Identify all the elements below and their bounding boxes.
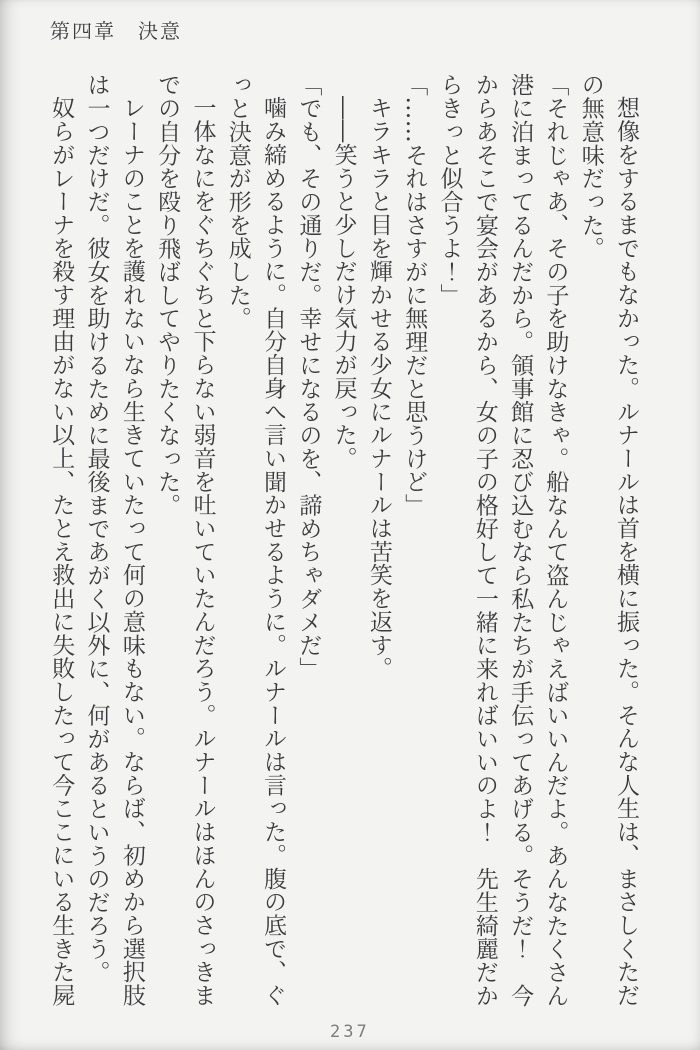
vertical-text-block xyxy=(43,73,643,1013)
text-column-12: っと決意が形を成した。 xyxy=(224,73,251,330)
text-column-16: は一つだけだ。彼女を助けるために最後まであがく以外に、何があるというのだろう。 xyxy=(83,73,110,984)
text-column-11: 噛み締めるように。自分自身へ言い聞かせるように。ルナールは言った。腹の底で、ぐ xyxy=(260,96,287,1008)
text-column-8: キラキラと目を輝かせる少女にルナールは苦笑を返す。 xyxy=(365,96,392,681)
text-column-7: 「……それはさすがに無理だと思うけど」 xyxy=(401,73,428,517)
text-column-3: 「それじゃあ、その子を助けなきゃ。船なんて盗んじゃえばいいんだよ。あんなたくさん xyxy=(542,73,569,1007)
chapter-header: 第四章 決意 xyxy=(50,19,182,43)
text-column-10: 「でも、その通りだ。幸せになるのを、諦めちゃダメだ」 xyxy=(295,73,322,681)
text-column-6: らきっと似合うよ！」 xyxy=(436,73,463,307)
text-column-5: からあそこで宴会があるから、女の子の格好して一緒に来ればいいのよ！ 先生綺麗だか xyxy=(471,73,498,1007)
text-column-4: 港に泊まってるんだから。領事館に忍び込むなら私たちが手伝ってあげる。そうだ！ 今 xyxy=(507,73,534,1007)
text-column-1: 想像をするまでもなかった。ルナールは首を横に振った。そんな人生は、まさしくただ xyxy=(613,96,639,1008)
text-column-2: の無意味だった。 xyxy=(577,73,604,260)
text-column-17: 奴らがレーナを殺す理由がない以上、たとえ救出に失敗したって今ここにいる生きた屍 xyxy=(48,96,75,1008)
page-number: 237 xyxy=(330,1022,370,1042)
text-column-15: レーナのことを護れないなら生きていたって何の意味もない。ならば、初めから選択肢 xyxy=(118,96,145,1008)
text-column-13: 一体なにをぐちぐちと下らない弱音を吐いていたんだろう。ルナールはほんのさっきま xyxy=(189,96,216,1008)
text-column-14: での自分を殴り飛ばしてやりたくなった。 xyxy=(154,73,181,517)
text-column-9: ――笑うと少しだけ気力が戻った。 xyxy=(330,96,357,471)
